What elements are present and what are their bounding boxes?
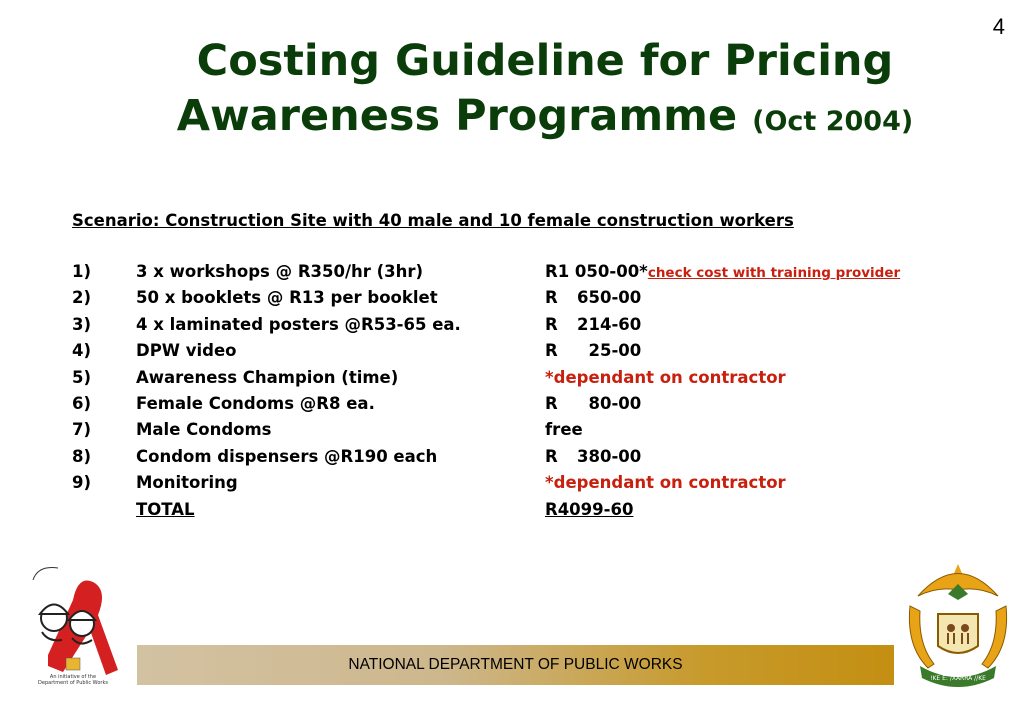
ribbon-workers-logo (18, 560, 133, 690)
item-cost-value: free (545, 420, 583, 440)
list-item (72, 394, 992, 420)
list-item (72, 288, 992, 314)
item-cost-currency: R (545, 446, 558, 466)
item-cost-value: 214-60 (577, 314, 642, 334)
total-label: TOTAL (136, 499, 195, 519)
title-date: (Oct 2004) (752, 106, 914, 137)
item-cost-currency: R (545, 341, 558, 361)
logo-caption-line1: An initiative of the (49, 674, 97, 680)
wing-left-icon (909, 606, 934, 668)
logo-caption-line2: Department of Public Works (38, 680, 108, 686)
item-cost (545, 315, 641, 334)
item-number: 6) (72, 393, 92, 413)
item-number: 8) (72, 446, 92, 466)
item-cost-value: R1 050-00* (545, 262, 648, 281)
item-cost-currency: R (545, 288, 558, 308)
item-description: Condom dispensers @R190 each (136, 446, 438, 466)
title-line-1: Costing Guideline for Pricing (196, 36, 894, 86)
item-cost-value: 25-00 (577, 341, 642, 361)
item-description: Monitoring (136, 473, 238, 493)
coat-of-arms-small-icon (66, 658, 80, 670)
item-cost (545, 288, 641, 307)
list-item (72, 368, 992, 394)
item-number: 5) (72, 367, 92, 387)
coat-of-arms-logo (898, 556, 1018, 696)
title-main: Awareness Programme (176, 91, 738, 141)
item-cost-note: *dependant on contractor (545, 473, 786, 493)
item-cost (545, 447, 641, 466)
list-item (72, 473, 992, 499)
item-description: 4 x laminated posters @R53-65 ea. (136, 314, 461, 334)
item-cost-value: 650-00 (577, 288, 642, 308)
item-cost (545, 394, 641, 413)
list-item (72, 420, 992, 446)
list-item (72, 341, 992, 367)
item-description: Awareness Champion (time) (136, 367, 399, 387)
item-description: 3 x workshops @ R350/hr (3hr) (136, 262, 424, 281)
item-number: 3) (72, 314, 92, 334)
item-cost-value: 80-00 (577, 393, 642, 413)
footer-text: NATIONAL DEPARTMENT OF PUBLIC WORKS (348, 656, 683, 673)
item-number: 9) (72, 473, 92, 493)
item-description: 50 x booklets @ R13 per booklet (136, 288, 438, 308)
scenario-heading: Scenario: Construction Site with 40 male and 10 female construction workers (72, 211, 794, 230)
item-cost-currency: R (545, 393, 558, 413)
item-cost (545, 341, 641, 360)
total-row (72, 500, 992, 526)
item-cost-currency: R (545, 314, 558, 334)
item-cost-note: *dependant on contractor (545, 367, 786, 387)
list-item (72, 315, 992, 341)
total-value: R4099-60 (545, 499, 634, 519)
motto-text: !KE E: /XARRA //KE (930, 675, 986, 682)
wing-right-icon (982, 606, 1007, 668)
cost-list (72, 262, 992, 526)
item-description: Female Condoms @R8 ea. (136, 393, 375, 413)
page-title (0, 34, 1023, 149)
item-note: check cost with training provider (647, 265, 901, 281)
list-item (72, 262, 992, 288)
footer-bar (137, 645, 894, 685)
item-cost-value: 380-00 (577, 446, 642, 466)
shield-icon (938, 614, 978, 653)
title-line-2 (0, 89, 1023, 149)
list-item (72, 447, 992, 473)
item-cost (545, 262, 900, 281)
item-number: 4) (72, 341, 92, 361)
page-number: 4 (992, 14, 1005, 39)
item-number: 1) (72, 262, 92, 281)
item-number: 7) (72, 420, 92, 440)
item-number: 2) (72, 288, 92, 308)
item-description: DPW video (136, 341, 237, 361)
item-description: Male Condoms (136, 420, 272, 440)
